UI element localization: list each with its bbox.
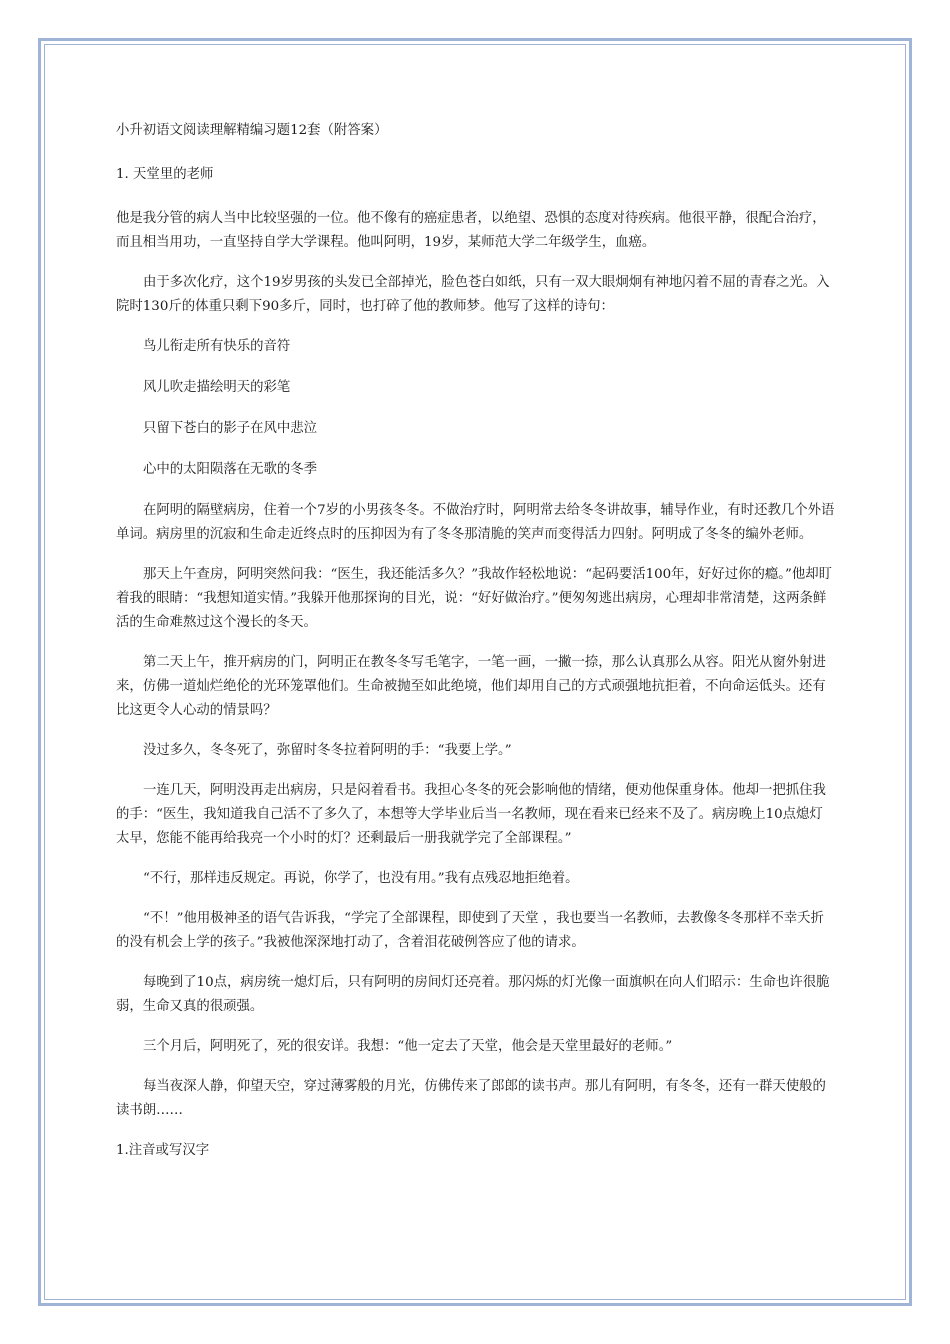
paragraph-intro: 他是我分管的病人当中比较坚强的一位。他不像有的癌症患者，以绝望、恐惧的态度对待疾病。他很平静，很配合治疗，而且相当用功，一直坚持自学大学课程。他叫阿明，19岁，某师范大学二年级学生，血癌。 xyxy=(116,211,826,250)
document-title: 小升初语文阅读理解精编习题12套（附答案） xyxy=(116,123,388,138)
paragraph: 那天上午查房，阿明突然问我：“医生，我还能活多久？”我故作轻松地说：“起码要活100年，好好过你的瘾。”他却盯着我的眼睛：“我想知道实情。”我躲开他那探询的目光，说：“好好做治疗。”便匆匆逃出病房，心理却非常清楚，这两条鲜活的生命难熬过这个漫长的冬天。 xyxy=(116,567,832,630)
paragraph: 每晚到了10点，病房统一熄灯后，只有阿明的房间灯还亮着。那闪烁的灯光像一面旗帜在向人们昭示：生命也许很脆弱，生命又真的很顽强。 xyxy=(116,975,830,1014)
paragraph: 由于多次化疗，这个19岁男孩的头发已全部掉光，脸色苍白如纸，只有一双大眼炯炯有神地闪着不屈的青春之光。入院时130斤的体重只剩下90多斤，同时，也打碎了他的教师梦。他写了这样的诗句： xyxy=(116,275,830,314)
paragraph: 没过多久，冬冬死了，弥留时冬冬拉着阿明的手：“我要上学。” xyxy=(143,743,512,758)
paragraph: “不行，那样违反规定。再说，你学了，也没有用。”我有点残忍地拒绝着。 xyxy=(143,871,579,886)
paragraph: 三个月后，阿明死了，死的很安详。我想：“他一定去了天堂，他会是天堂里最好的老师。” xyxy=(143,1039,673,1054)
question-heading: 1.注音或写汉字 xyxy=(116,1143,210,1158)
paragraph: 每当夜深人静，仰望天空，穿过薄雾般的月光，仿佛传来了郎郎的读书声。那儿有阿明，有冬冬，还有一群天使般的读书朗…… xyxy=(116,1079,826,1118)
poem-line: 心中的太阳陨落在无歌的冬季 xyxy=(143,462,318,477)
paragraph: 一连几天，阿明没再走出病房，只是闷着看书。我担心冬冬的死会影响他的情绪，便劝他保重身体。他却一把抓住我的手：“医生，我知道我自己活不了多久了，本想等大学毕业后当一名教师，现在看来已经来不及了。病房晚上10点熄灯太早，您能不能再给我亮一个小时的灯？还剩最后一册我就学完了全部课程。” xyxy=(116,783,826,846)
paragraph: 在阿明的隔壁病房，住着一个7岁的小男孩冬冬。不做治疗时，阿明常去给冬冬讲故事，辅导作业，有时还教几个外语单词。病房里的沉寂和生命走近终点时的压抑因为有了冬冬那清脆的笑声而变得活力四射。阿明成了冬冬的编外老师。 xyxy=(116,503,835,542)
paragraph: 第二天上午，推开病房的门，阿明正在教冬冬写毛笔字，一笔一画，一撇一捺，那么认真那么从容。阳光从窗外射进来，仿佛一道灿烂绝伦的光环笼罩他们。生命被抛至如此绝境，他们却用自己的方式顽强地抗拒着，不向命运低头。还有比这更令人心动的情景吗？ xyxy=(116,655,826,718)
poem-line: 只留下苍白的影子在风中悲泣 xyxy=(143,421,318,436)
section-heading: 1. 天堂里的老师 xyxy=(116,167,214,182)
poem-line: 鸟儿衔走所有快乐的音符 xyxy=(143,339,291,354)
poem-line: 风儿吹走描绘明天的彩笔 xyxy=(143,380,291,395)
paragraph: “不！”他用极神圣的语气告诉我，“学完了全部课程，即使到了天堂 ，我也要当一名教师，去教像冬冬那样不幸夭折的没有机会上学的孩子。”我被他深深地打动了，含着泪花破例答应了他的请求。 xyxy=(116,911,824,950)
document-body xyxy=(116,119,836,1163)
